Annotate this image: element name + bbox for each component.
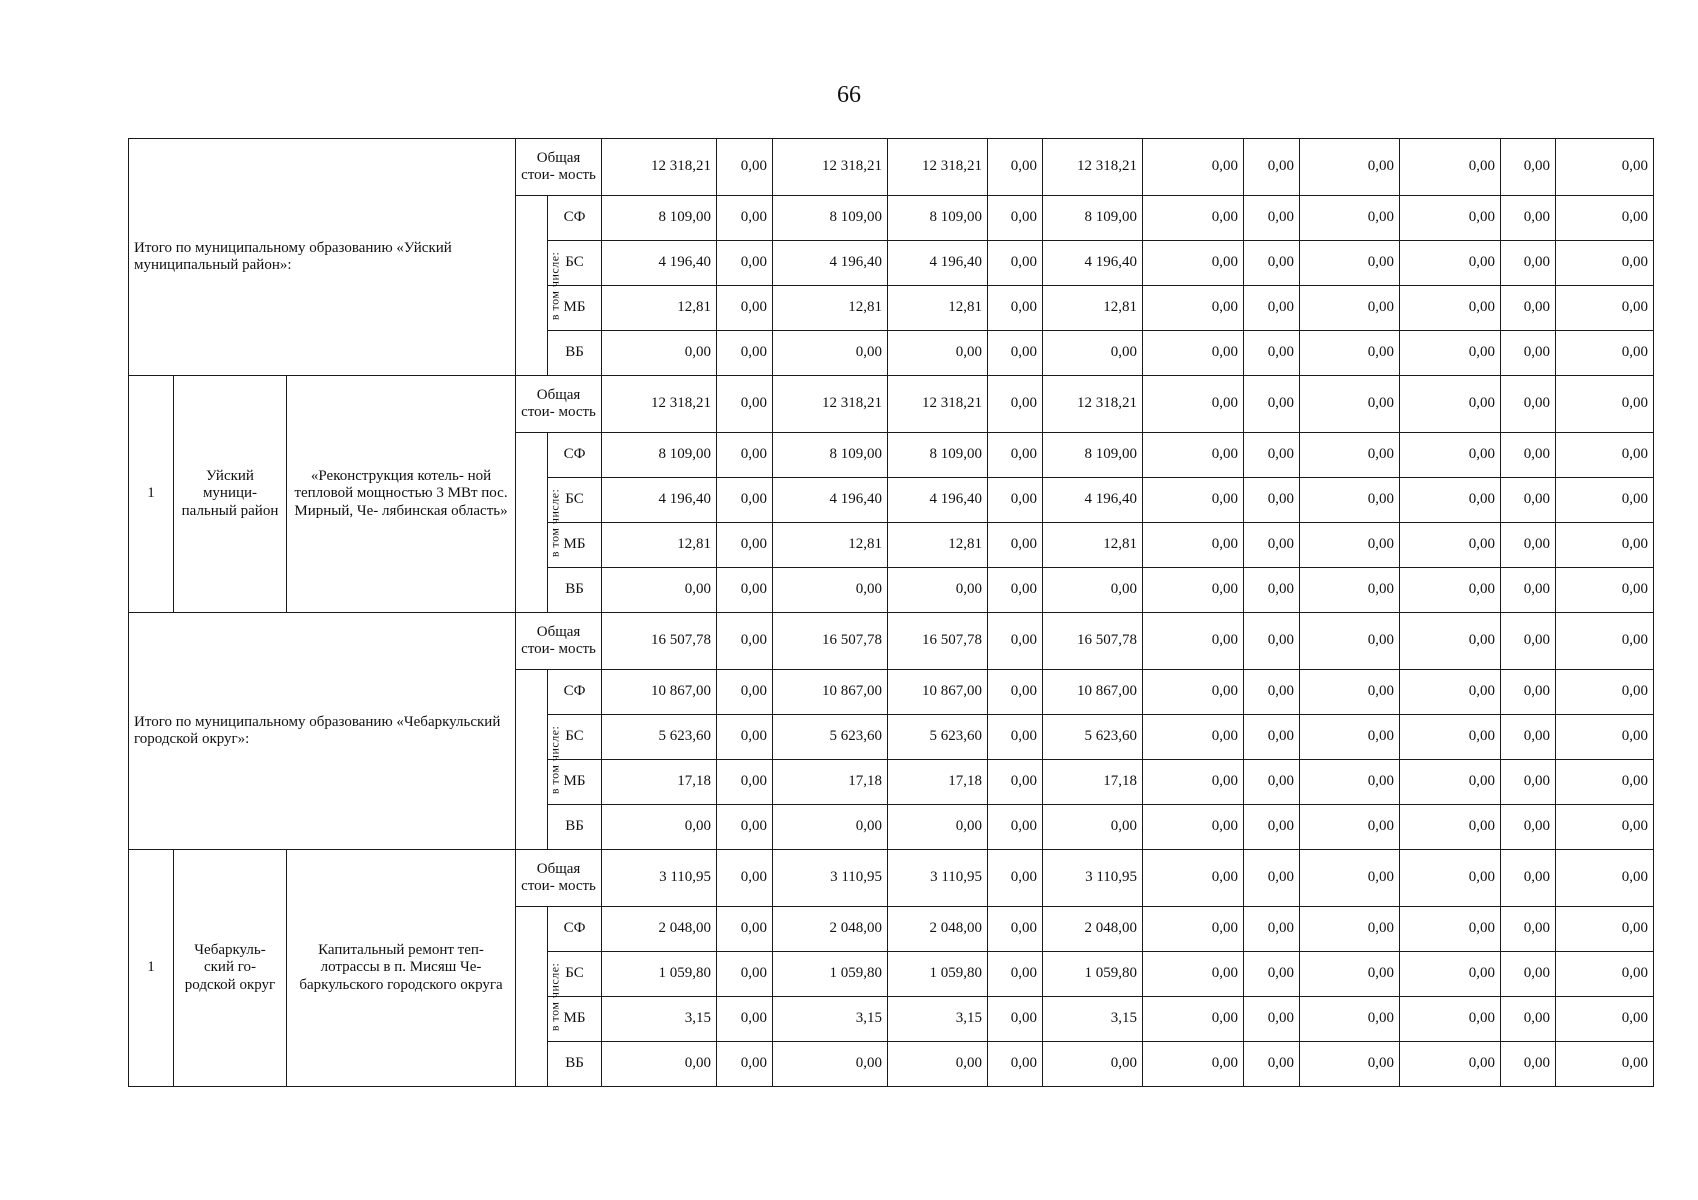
value-cell: 0,00 (717, 715, 773, 760)
value-cell: 4 196,40 (888, 478, 988, 523)
value-cell: 0,00 (1501, 523, 1556, 568)
value-cell: 0,00 (1143, 331, 1244, 376)
value-cell: 0,00 (1244, 331, 1300, 376)
value-cell: 17,18 (1043, 760, 1143, 805)
source-label: МБ (548, 523, 602, 568)
value-cell: 0,00 (988, 805, 1043, 850)
value-cell: 0,00 (717, 907, 773, 952)
value-cell: 0,00 (1043, 568, 1143, 613)
value-cell: 0,00 (1501, 952, 1556, 997)
source-label: СФ (548, 907, 602, 952)
value-cell: 0,00 (1556, 523, 1654, 568)
value-cell: 16 507,78 (602, 613, 717, 670)
value-cell: 16 507,78 (773, 613, 888, 670)
value-cell: 0,00 (1556, 139, 1654, 196)
table-row (129, 613, 1654, 670)
value-cell: 0,00 (1400, 952, 1501, 997)
value-cell: 0,00 (1300, 760, 1400, 805)
value-cell: 0,00 (1143, 478, 1244, 523)
including-text: в том числе: (547, 251, 562, 321)
value-cell: 0,00 (988, 139, 1043, 196)
value-cell: 0,00 (1244, 670, 1300, 715)
including-label (516, 196, 562, 376)
value-cell: 0,00 (1143, 952, 1244, 997)
value-cell: 0,00 (1143, 376, 1244, 433)
source-label: БС (548, 952, 602, 997)
value-cell: 0,00 (1501, 241, 1556, 286)
source-label: СФ (548, 670, 602, 715)
value-cell: 8 109,00 (1043, 433, 1143, 478)
value-cell: 0,00 (1400, 376, 1501, 433)
value-cell: 0,00 (988, 331, 1043, 376)
value-cell: 12,81 (773, 523, 888, 568)
value-cell: 12,81 (602, 286, 717, 331)
value-cell: 0,00 (717, 613, 773, 670)
value-cell: 0,00 (1244, 805, 1300, 850)
source-label: БС (548, 715, 602, 760)
value-cell: 0,00 (1143, 715, 1244, 760)
value-cell: 0,00 (1556, 433, 1654, 478)
including-text: в том числе: (547, 962, 562, 1032)
value-cell: 0,00 (1244, 478, 1300, 523)
value-cell: 0,00 (717, 286, 773, 331)
value-cell: 0,00 (773, 805, 888, 850)
value-cell: 12,81 (888, 286, 988, 331)
value-cell: 1 059,80 (1043, 952, 1143, 997)
value-cell: 2 048,00 (602, 907, 717, 952)
total-cost-label: Общая стои- мость (516, 613, 602, 670)
value-cell: 3 110,95 (773, 850, 888, 907)
source-label: ВБ (548, 805, 602, 850)
value-cell: 0,00 (1300, 478, 1400, 523)
value-cell: 0,00 (1400, 331, 1501, 376)
value-cell: 0,00 (1501, 760, 1556, 805)
value-cell: 0,00 (1143, 286, 1244, 331)
value-cell: 0,00 (1300, 670, 1400, 715)
value-cell: 0,00 (988, 613, 1043, 670)
value-cell: 10 867,00 (1043, 670, 1143, 715)
value-cell: 3 110,95 (602, 850, 717, 907)
source-label: БС (548, 478, 602, 523)
value-cell: 0,00 (1143, 241, 1244, 286)
value-cell: 8 109,00 (602, 433, 717, 478)
value-cell: 0,00 (773, 568, 888, 613)
value-cell: 16 507,78 (1043, 613, 1143, 670)
value-cell: 0,00 (1300, 997, 1400, 1042)
value-cell: 3,15 (888, 997, 988, 1042)
value-cell: 0,00 (1501, 568, 1556, 613)
value-cell: 0,00 (1400, 670, 1501, 715)
value-cell: 0,00 (717, 241, 773, 286)
value-cell: 0,00 (1300, 805, 1400, 850)
including-text: в том числе: (547, 488, 562, 558)
value-cell: 0,00 (717, 376, 773, 433)
value-cell: 0,00 (1501, 670, 1556, 715)
value-cell: 8 109,00 (773, 433, 888, 478)
value-cell: 12,81 (773, 286, 888, 331)
value-cell: 3,15 (602, 997, 717, 1042)
value-cell: 0,00 (1300, 1042, 1400, 1087)
value-cell: 0,00 (1244, 952, 1300, 997)
value-cell: 10 867,00 (888, 670, 988, 715)
value-cell: 0,00 (1501, 850, 1556, 907)
value-cell: 0,00 (1556, 241, 1654, 286)
value-cell: 0,00 (988, 850, 1043, 907)
value-cell: 0,00 (1501, 907, 1556, 952)
value-cell: 0,00 (1244, 997, 1300, 1042)
value-cell: 0,00 (988, 760, 1043, 805)
value-cell: 0,00 (1244, 613, 1300, 670)
value-cell: 4 196,40 (773, 241, 888, 286)
value-cell: 0,00 (1501, 196, 1556, 241)
table-row (129, 139, 1654, 196)
value-cell: 0,00 (988, 433, 1043, 478)
value-cell: 0,00 (1400, 196, 1501, 241)
value-cell: 0,00 (602, 331, 717, 376)
value-cell: 12,81 (888, 523, 988, 568)
value-cell: 0,00 (1501, 331, 1556, 376)
value-cell: 0,00 (1143, 850, 1244, 907)
value-cell: 0,00 (1400, 760, 1501, 805)
value-cell: 0,00 (717, 331, 773, 376)
value-cell: 4 196,40 (1043, 241, 1143, 286)
value-cell: 0,00 (1300, 613, 1400, 670)
value-cell: 0,00 (1300, 331, 1400, 376)
value-cell: 0,00 (1244, 286, 1300, 331)
value-cell: 0,00 (1501, 433, 1556, 478)
source-label: МБ (548, 286, 602, 331)
value-cell: 0,00 (1501, 478, 1556, 523)
value-cell: 17,18 (888, 760, 988, 805)
value-cell: 17,18 (602, 760, 717, 805)
total-cost-label: Общая стои- мость (516, 376, 602, 433)
value-cell: 4 196,40 (602, 478, 717, 523)
value-cell: 0,00 (1501, 997, 1556, 1042)
value-cell: 12 318,21 (602, 139, 717, 196)
value-cell: 1 059,80 (888, 952, 988, 997)
value-cell: 8 109,00 (602, 196, 717, 241)
project-name: Капитальный ремонт теп- лотрассы в п. Мисяш Че- баркульского городского округа (287, 850, 516, 1087)
value-cell: 0,00 (717, 196, 773, 241)
value-cell: 0,00 (1501, 805, 1556, 850)
value-cell: 0,00 (773, 1042, 888, 1087)
source-label: ВБ (548, 568, 602, 613)
source-label: БС (548, 241, 602, 286)
value-cell: 0,00 (1300, 568, 1400, 613)
value-cell: 0,00 (717, 997, 773, 1042)
value-cell: 5 623,60 (773, 715, 888, 760)
value-cell: 0,00 (988, 376, 1043, 433)
including-text: в том числе: (547, 725, 562, 795)
value-cell: 0,00 (1244, 850, 1300, 907)
value-cell: 3,15 (773, 997, 888, 1042)
value-cell: 0,00 (1244, 241, 1300, 286)
value-cell: 0,00 (717, 952, 773, 997)
value-cell: 12 318,21 (773, 139, 888, 196)
value-cell: 0,00 (1501, 1042, 1556, 1087)
value-cell: 8 109,00 (773, 196, 888, 241)
value-cell: 0,00 (988, 670, 1043, 715)
value-cell: 0,00 (888, 331, 988, 376)
value-cell: 0,00 (1244, 196, 1300, 241)
value-cell: 0,00 (988, 196, 1043, 241)
value-cell: 0,00 (1300, 715, 1400, 760)
value-cell: 0,00 (1300, 523, 1400, 568)
project-name: «Реконструкция котель- ной тепловой мощностью 3 МВт пос. Мирный, Че- лябинская область» (287, 376, 516, 613)
value-cell: 12,81 (1043, 523, 1143, 568)
source-label: ВБ (548, 1042, 602, 1087)
value-cell: 0,00 (988, 1042, 1043, 1087)
value-cell: 0,00 (717, 760, 773, 805)
value-cell: 0,00 (1300, 196, 1400, 241)
value-cell: 0,00 (1300, 907, 1400, 952)
value-cell: 0,00 (1244, 1042, 1300, 1087)
including-label (516, 433, 562, 613)
value-cell: 0,00 (1043, 331, 1143, 376)
value-cell: 0,00 (1244, 568, 1300, 613)
value-cell: 0,00 (988, 907, 1043, 952)
value-cell: 10 867,00 (773, 670, 888, 715)
value-cell: 0,00 (1244, 433, 1300, 478)
value-cell: 0,00 (717, 850, 773, 907)
value-cell: 0,00 (988, 241, 1043, 286)
value-cell: 0,00 (1143, 568, 1244, 613)
value-cell: 0,00 (988, 286, 1043, 331)
value-cell: 3 110,95 (888, 850, 988, 907)
value-cell: 3 110,95 (1043, 850, 1143, 907)
value-cell: 0,00 (602, 805, 717, 850)
value-cell: 0,00 (1556, 997, 1654, 1042)
including-label (516, 670, 562, 850)
value-cell: 0,00 (1400, 139, 1501, 196)
value-cell: 0,00 (1556, 670, 1654, 715)
value-cell: 0,00 (717, 433, 773, 478)
value-cell: 0,00 (1556, 286, 1654, 331)
value-cell: 0,00 (1143, 760, 1244, 805)
value-cell: 0,00 (1244, 760, 1300, 805)
page-number: 66 (837, 82, 861, 108)
value-cell: 8 109,00 (888, 196, 988, 241)
value-cell: 0,00 (1556, 613, 1654, 670)
value-cell: 0,00 (1501, 139, 1556, 196)
value-cell: 1 059,80 (602, 952, 717, 997)
value-cell: 0,00 (1556, 760, 1654, 805)
value-cell: 0,00 (1501, 715, 1556, 760)
value-cell: 0,00 (1400, 613, 1501, 670)
value-cell: 0,00 (1244, 139, 1300, 196)
value-cell: 0,00 (1043, 805, 1143, 850)
total-cost-label: Общая стои- мость (516, 139, 602, 196)
value-cell: 4 196,40 (888, 241, 988, 286)
value-cell: 4 196,40 (602, 241, 717, 286)
value-cell: 5 623,60 (1043, 715, 1143, 760)
value-cell: 0,00 (1556, 478, 1654, 523)
value-cell: 17,18 (773, 760, 888, 805)
source-label: МБ (548, 997, 602, 1042)
value-cell: 0,00 (1501, 286, 1556, 331)
value-cell: 0,00 (1300, 241, 1400, 286)
value-cell: 0,00 (1300, 952, 1400, 997)
value-cell: 0,00 (1556, 331, 1654, 376)
value-cell: 0,00 (1143, 805, 1244, 850)
value-cell: 0,00 (717, 478, 773, 523)
value-cell: 0,00 (1300, 286, 1400, 331)
value-cell: 0,00 (1143, 997, 1244, 1042)
value-cell: 0,00 (988, 478, 1043, 523)
value-cell: 0,00 (1143, 139, 1244, 196)
value-cell: 0,00 (1244, 715, 1300, 760)
value-cell: 0,00 (717, 139, 773, 196)
value-cell: 10 867,00 (602, 670, 717, 715)
budget-table (128, 138, 1654, 1087)
value-cell: 0,00 (1501, 376, 1556, 433)
value-cell: 0,00 (1556, 376, 1654, 433)
value-cell: 0,00 (1143, 613, 1244, 670)
summary-title: Итого по муниципальному образованию «Уйский муниципальный район»: (129, 139, 516, 376)
value-cell: 0,00 (1501, 613, 1556, 670)
table-row (129, 850, 1654, 907)
value-cell: 3,15 (1043, 997, 1143, 1042)
value-cell: 4 196,40 (773, 478, 888, 523)
value-cell: 2 048,00 (888, 907, 988, 952)
value-cell: 0,00 (1400, 715, 1501, 760)
value-cell: 12 318,21 (1043, 376, 1143, 433)
value-cell: 0,00 (1143, 670, 1244, 715)
source-label: МБ (548, 760, 602, 805)
value-cell: 0,00 (773, 331, 888, 376)
value-cell: 0,00 (1556, 907, 1654, 952)
value-cell: 8 109,00 (1043, 196, 1143, 241)
value-cell: 12 318,21 (1043, 139, 1143, 196)
value-cell: 0,00 (888, 568, 988, 613)
value-cell: 0,00 (1556, 1042, 1654, 1087)
value-cell: 5 623,60 (602, 715, 717, 760)
value-cell: 4 196,40 (1043, 478, 1143, 523)
value-cell: 0,00 (1244, 376, 1300, 433)
value-cell: 0,00 (717, 523, 773, 568)
value-cell: 0,00 (602, 568, 717, 613)
value-cell: 0,00 (1400, 568, 1501, 613)
value-cell: 8 109,00 (888, 433, 988, 478)
value-cell: 0,00 (1400, 805, 1501, 850)
table-row (129, 376, 1654, 433)
value-cell: 0,00 (1143, 1042, 1244, 1087)
value-cell: 0,00 (1143, 196, 1244, 241)
municipality-name: Уйский муници- пальный район (174, 376, 287, 613)
value-cell: 0,00 (1300, 376, 1400, 433)
summary-title: Итого по муниципальному образованию «Чебаркульский городской округ»: (129, 613, 516, 850)
value-cell: 0,00 (1244, 523, 1300, 568)
item-number: 1 (129, 850, 174, 1087)
value-cell: 0,00 (1400, 523, 1501, 568)
value-cell: 1 059,80 (773, 952, 888, 997)
value-cell: 0,00 (888, 1042, 988, 1087)
value-cell: 0,00 (1143, 907, 1244, 952)
value-cell: 0,00 (602, 1042, 717, 1087)
value-cell: 0,00 (1556, 715, 1654, 760)
value-cell: 0,00 (1300, 850, 1400, 907)
value-cell: 0,00 (988, 568, 1043, 613)
including-label (516, 907, 562, 1087)
municipality-name: Чебаркуль- ский го- родской округ (174, 850, 287, 1087)
value-cell: 0,00 (1556, 805, 1654, 850)
value-cell: 0,00 (1143, 523, 1244, 568)
value-cell: 16 507,78 (888, 613, 988, 670)
source-label: СФ (548, 196, 602, 241)
value-cell: 0,00 (1043, 1042, 1143, 1087)
value-cell: 0,00 (1400, 433, 1501, 478)
value-cell: 0,00 (1556, 850, 1654, 907)
value-cell: 0,00 (1400, 241, 1501, 286)
value-cell: 0,00 (988, 523, 1043, 568)
total-cost-label: Общая стои- мость (516, 850, 602, 907)
source-label: СФ (548, 433, 602, 478)
value-cell: 12 318,21 (888, 376, 988, 433)
value-cell: 12,81 (602, 523, 717, 568)
value-cell: 12 318,21 (773, 376, 888, 433)
value-cell: 0,00 (1300, 139, 1400, 196)
value-cell: 0,00 (1400, 286, 1501, 331)
value-cell: 2 048,00 (1043, 907, 1143, 952)
value-cell: 2 048,00 (773, 907, 888, 952)
value-cell: 0,00 (1556, 568, 1654, 613)
value-cell: 0,00 (717, 670, 773, 715)
value-cell: 0,00 (1244, 907, 1300, 952)
value-cell: 0,00 (1400, 997, 1501, 1042)
value-cell: 12 318,21 (602, 376, 717, 433)
value-cell: 12,81 (1043, 286, 1143, 331)
value-cell: 0,00 (1400, 478, 1501, 523)
value-cell: 0,00 (888, 805, 988, 850)
item-number: 1 (129, 376, 174, 613)
value-cell: 0,00 (1300, 433, 1400, 478)
value-cell: 0,00 (717, 1042, 773, 1087)
value-cell: 0,00 (717, 805, 773, 850)
value-cell: 5 623,60 (888, 715, 988, 760)
value-cell: 0,00 (1400, 907, 1501, 952)
value-cell: 12 318,21 (888, 139, 988, 196)
value-cell: 0,00 (717, 568, 773, 613)
source-label: ВБ (548, 331, 602, 376)
value-cell: 0,00 (1143, 433, 1244, 478)
value-cell: 0,00 (1556, 952, 1654, 997)
value-cell: 0,00 (1556, 196, 1654, 241)
value-cell: 0,00 (988, 715, 1043, 760)
value-cell: 0,00 (1400, 1042, 1501, 1087)
value-cell: 0,00 (988, 952, 1043, 997)
value-cell: 0,00 (1400, 850, 1501, 907)
value-cell: 0,00 (988, 997, 1043, 1042)
